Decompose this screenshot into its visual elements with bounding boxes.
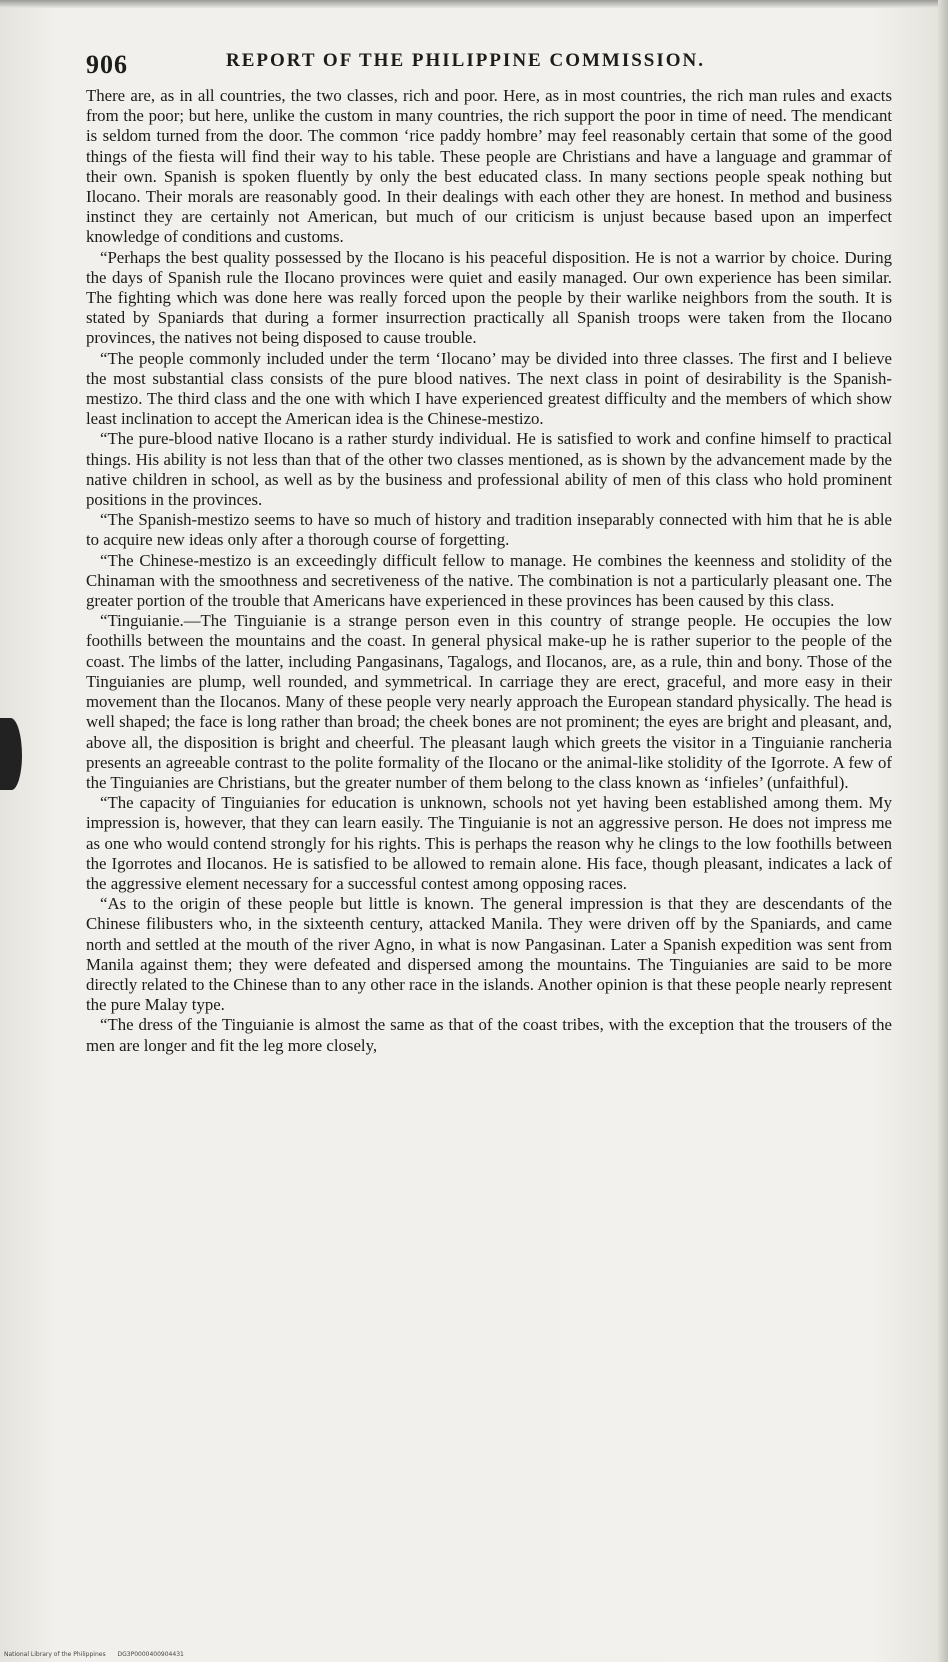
paragraph: “The dress of the Tinguianie is almost the same as that of the coast tribes, with the exception that the trousers of the men are longer and fit the leg more closely, — [86, 1015, 892, 1055]
paragraph: “Tinguianie.—The Tinguianie is a strange person even in this country of strange people. He occupies the low foothills between the mountains and the coast. In general physical make-up he is rather superior to the people of the coast. The limbs of the latter, including Pangasinans, Tagalogs, and Ilocanos, are, as a rule, thin and bony. Those of the Tinguianies are plump, well rounded, and symmetrical. In carriage they are erect, graceful, and more easy in their movement than the Ilocanos. Many of these people very nearly approach the European standard physically. The head is well shaped; the face is long rather than broad; the cheek bones are not prominent; the eyes are bright and pleasant, and, above all, the disposition is bright and cheerful. The pleasant laugh which greets the visitor in a Tinguianie rancheria presents an agreeable contrast to the polite formality of the Ilocano or the animal-like stolidity of the Igorrote. A few of the Tinguianies are Christians, but the greater number of them belong to the class known as ‘infieles’ (unfaithful). — [86, 611, 892, 792]
running-title: REPORT OF THE PHILIPPINE COMMISSION. — [226, 50, 706, 71]
paragraph: “The pure-blood native Ilocano is a rather sturdy individual. He is satisfied to work and confine himself to practical things. His ability is not less than that of the other two classes mentioned, as is shown by the advancement made by the native children in school, as well as by the business and professional ability of men of this class who hold prominent positions in the provinces. — [86, 429, 892, 510]
paragraph: “The Chinese-mestizo is an exceedingly difficult fellow to manage. He combines the keenness and stolidity of the Chinaman with the smoothness and secretiveness of the native. The combination is not a particularly pleasant one. The greater portion of the trouble that Americans have experienced in these provinces has been caused by this class. — [86, 550, 892, 611]
page-number: 906 — [86, 50, 128, 79]
paragraph: “The people commonly included under the term ‘Ilocano’ may be divided into three classes. The first and I believe the most substantial class consists of the pure blood natives. The next class in point of desirability is the Spanish-mestizo. The third class and the one with which I have experienced greatest difficulty and the members of which show least inclination to accept the American idea is the Chinese-mestizo. — [86, 348, 892, 429]
page-top-shadow — [0, 0, 948, 8]
paragraph: “The Spanish-mestizo seems to have so much of history and tradition inseparably connected with him that he is able to acquire new ideas only after a thorough course of forgetting. — [86, 510, 892, 550]
paragraph: There are, as in all countries, the two classes, rich and poor. Here, as in most countries, the rich man rules and exacts from the poor; but here, unlike the custom in many countries, the rich support the poor in time of need. The mendicant is seldom turned from the door. The common ‘rice paddy hombre’ may feel reasonably certain that some of the good things of the fiesta will find their way to his table. These people are Christians and have a language and grammar of their own. Spanish is spoken fluently by only the best educated class. In many sections people speak nothing but Ilocano. Their morals are reasonably good. In their dealings with each other they are honest. In method and business instinct they are certainly not American, but much of our criticism is unjust because based upon an imperfect knowledge of conditions and customs. — [86, 86, 892, 247]
paragraph: “As to the origin of these people but little is known. The general impression is that they are descendants of the Chinese filibusters who, in the sixteenth century, attacked Manila. They were driven off by the Spaniards, and came north and settled at the mouth of the river Agno, in what is now Pangasinan. Later a Spanish expedition was sent from Manila against them; they were defeated and dispersed among the mountains. The Tinguianies are said to be more directly related to the Chinese than to any other race in the islands. Another opinion is that these people nearly represent the pure Malay type. — [86, 894, 892, 1015]
paragraph: “The capacity of Tinguianies for education is unknown, schools not yet having been established among them. My impression is, however, that they can learn easily. The Tinguianie is not an aggressive person. He does not impress me as one who would contend strongly for his rights. This is perhaps the reason why he clings to the low foothills between the Igorrotes and Ilocanos. He is satisfied to be allowed to remain alone. His face, though pleasant, indicates a lack of the aggressive element necessary for a successful contest among opposing races. — [86, 793, 892, 893]
binding-mark — [0, 718, 22, 790]
page-header — [86, 44, 886, 84]
scan-code: DG3P0000400904431 — [117, 1651, 184, 1658]
library-credit: National Library of the Philippines — [4, 1651, 106, 1658]
body-text — [86, 86, 892, 1056]
scan-footer — [4, 1651, 194, 1658]
page-right-shadow — [938, 0, 948, 1662]
paragraph: “Perhaps the best quality possessed by the Ilocano is his peaceful disposition. He is not a warrior by choice. During the days of Spanish rule the Ilocano provinces were quiet and easily managed. Our own experience has been similar. The fighting which was done here was really forced upon the people by their warlike neighbors from the south. It is stated by Spaniards that during a former insurrection practically all Spanish troops were taken from the Ilocano provinces, the natives not being disposed to cause trouble. — [86, 247, 892, 348]
